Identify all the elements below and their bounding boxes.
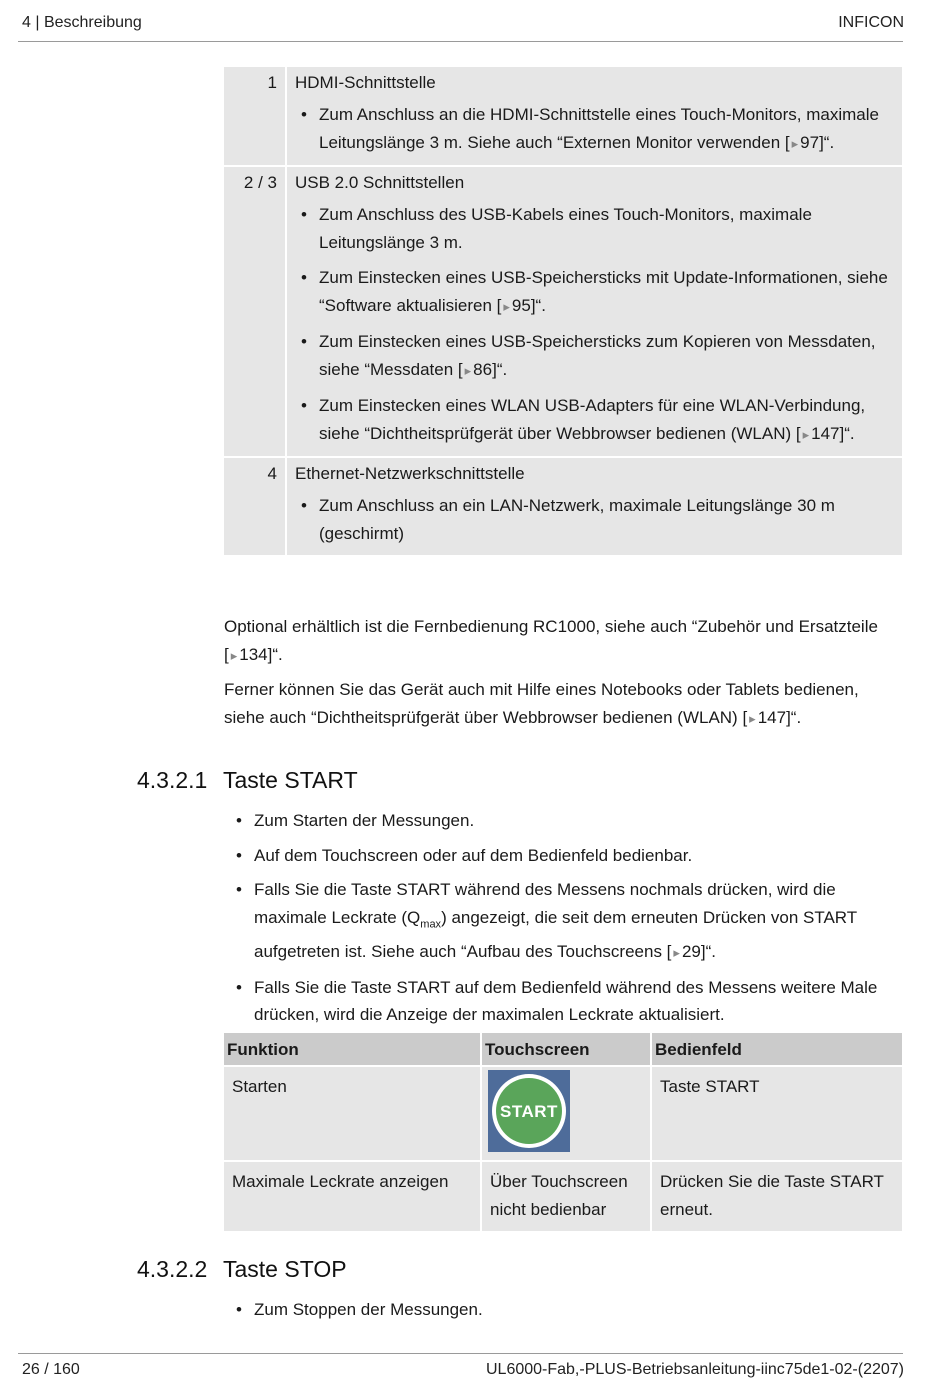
cell-touchscreen: Über Touchscreen nicht bedienbar — [481, 1161, 651, 1231]
stop-bullet-list — [230, 1296, 890, 1331]
start-button-icon — [488, 1070, 570, 1152]
cell-touchscreen — [481, 1066, 651, 1161]
table-row — [224, 457, 902, 555]
column-header-function: Funktion — [224, 1033, 481, 1066]
list-item: • Zum Einstecken eines WLAN USB-Adapters für eine WLAN-Verbindung, siehe “Dichtheitsprüfgerät über Webbrowser bedienen (WLAN) [ ▸ 147]“. — [295, 392, 894, 448]
list-item: • Zum Einstecken eines USB-Speichersticks zum Kopieren von Messdaten, siehe “Messdaten [ ▸ 86]“. — [295, 328, 894, 384]
page-number: 26 / 160 — [22, 1361, 80, 1378]
list-item: • Falls Sie die Taste START auf dem Bedienfeld während des Messens weitere Male drücken, wird die Anzeige der maximalen Leckrate aktualisiert. — [230, 974, 890, 1029]
page-ref[interactable]: 95 — [511, 295, 531, 315]
paragraph-remote-control: Optional erhältlich ist die Fernbedienung RC1000, siehe auch “Zubehör und Ersatzteile [ ▸ 134]“. — [224, 617, 878, 664]
column-header-panel: Bedienfeld — [651, 1033, 902, 1066]
page-ref-arrow-icon: ▸ — [503, 298, 510, 314]
column-header-touchscreen: Touchscreen — [481, 1033, 651, 1066]
cell-function: Maximale Leckrate anzeigen — [224, 1161, 481, 1231]
table-row — [224, 1161, 902, 1231]
page-ref[interactable]: 29 — [681, 942, 701, 962]
page-ref[interactable]: 147 — [757, 707, 787, 727]
document-id: UL6000-Fab,-PLUS-Betriebsanleitung-iinc75de1-02-(2207) — [485, 1361, 904, 1378]
list-item: • Zum Anschluss an die HDMI-Schnittstelle eines Touch-Monitors, maximale Leitungslänge 3 m. Siehe auch “Externen Monitor verwenden [ ▸ 97]“. — [295, 101, 894, 157]
table-row — [224, 166, 902, 457]
header-chapter: 4 | Beschreibung — [22, 14, 142, 31]
footer-divider — [18, 1353, 903, 1354]
interface-title: Ethernet-Netzwerkschnittstelle — [295, 464, 525, 483]
list-item: • Zum Einstecken eines USB-Speichersticks mit Update-Informationen, siehe “Software aktualisieren [ ▸ 95]“. — [295, 264, 894, 320]
section-title: Taste STOP — [223, 1256, 347, 1282]
section-number: 4.3.2.2 — [137, 1256, 208, 1282]
page-ref-arrow-icon: ▸ — [791, 135, 799, 151]
page-ref-arrow-icon: ▸ — [673, 945, 680, 961]
page-ref-arrow-icon: ▸ — [230, 647, 238, 663]
cell-function: Starten — [224, 1066, 481, 1161]
page-ref[interactable]: 134 — [239, 644, 268, 664]
interface-description — [286, 67, 902, 166]
list-item: • Falls Sie die Taste START während des Messens nochmals drücken, wird die maximale Leckrate $(Q_{max})$ angezeigt, die seit dem erneuten Drücken von START aufgetreten ist. Siehe auch “Aufbau des Touchscreens [ ▸ 29]“. — [230, 876, 890, 967]
page-ref-arrow-icon: ▸ — [464, 362, 472, 378]
list-item: • Zum Anschluss des USB-Kabels eines Touch-Monitors, maximale Leitungslänge 3 m. — [295, 201, 894, 256]
page-ref[interactable]: 147 — [811, 423, 840, 443]
table-row — [224, 1066, 902, 1161]
interface-description — [286, 166, 902, 457]
interface-title: USB 2.0 Schnittstellen — [295, 173, 465, 192]
start-button-label: START — [500, 1102, 558, 1121]
page-ref[interactable]: 97 — [800, 132, 820, 152]
list-item: • Zum Anschluss an ein LAN-Netzwerk, maximale Leitungslänge 30 m (geschirmt) — [295, 492, 894, 547]
interface-number: 1 — [224, 67, 286, 166]
section-heading-start — [137, 767, 358, 794]
list-item: • Auf dem Touchscreen oder auf dem Bedienfeld bedienbar. — [230, 842, 890, 870]
start-function-table — [224, 1033, 902, 1231]
cell-panel: Taste START — [651, 1066, 902, 1161]
paragraph-web-operation: Ferner können Sie das Gerät auch mit Hilfe eines Notebooks oder Tablets bedienen, siehe auch “Dichtheitsprüfgerät über Webbrowser bedienen (WLAN) [ ▸ 147]“. — [224, 680, 859, 727]
interface-title: HDMI-Schnittstelle — [295, 73, 436, 92]
section-title: Taste START — [223, 767, 358, 793]
interface-number: 2 / 3 — [224, 166, 286, 457]
section-number: 4.3.2.1 — [137, 767, 208, 793]
interfaces-table — [224, 67, 902, 555]
list-item: • Zum Starten der Messungen. — [230, 807, 890, 835]
page-ref-arrow-icon: ▸ — [749, 710, 756, 726]
header-divider — [18, 41, 903, 42]
cell-panel: Drücken Sie die Taste START erneut. — [651, 1161, 902, 1231]
list-item: • Zum Stoppen der Messungen. — [230, 1296, 890, 1324]
table-row — [224, 67, 902, 166]
interface-number: 4 — [224, 457, 286, 555]
table-header-row — [224, 1033, 902, 1066]
start-bullet-list — [230, 807, 890, 1036]
page-ref[interactable]: 86 — [473, 359, 493, 379]
header-brand: INFICON — [838, 14, 904, 31]
page-ref-arrow-icon: ▸ — [802, 426, 810, 442]
section-heading-stop — [137, 1256, 347, 1283]
subscript-max: max — [420, 917, 442, 930]
interface-description — [286, 457, 902, 555]
